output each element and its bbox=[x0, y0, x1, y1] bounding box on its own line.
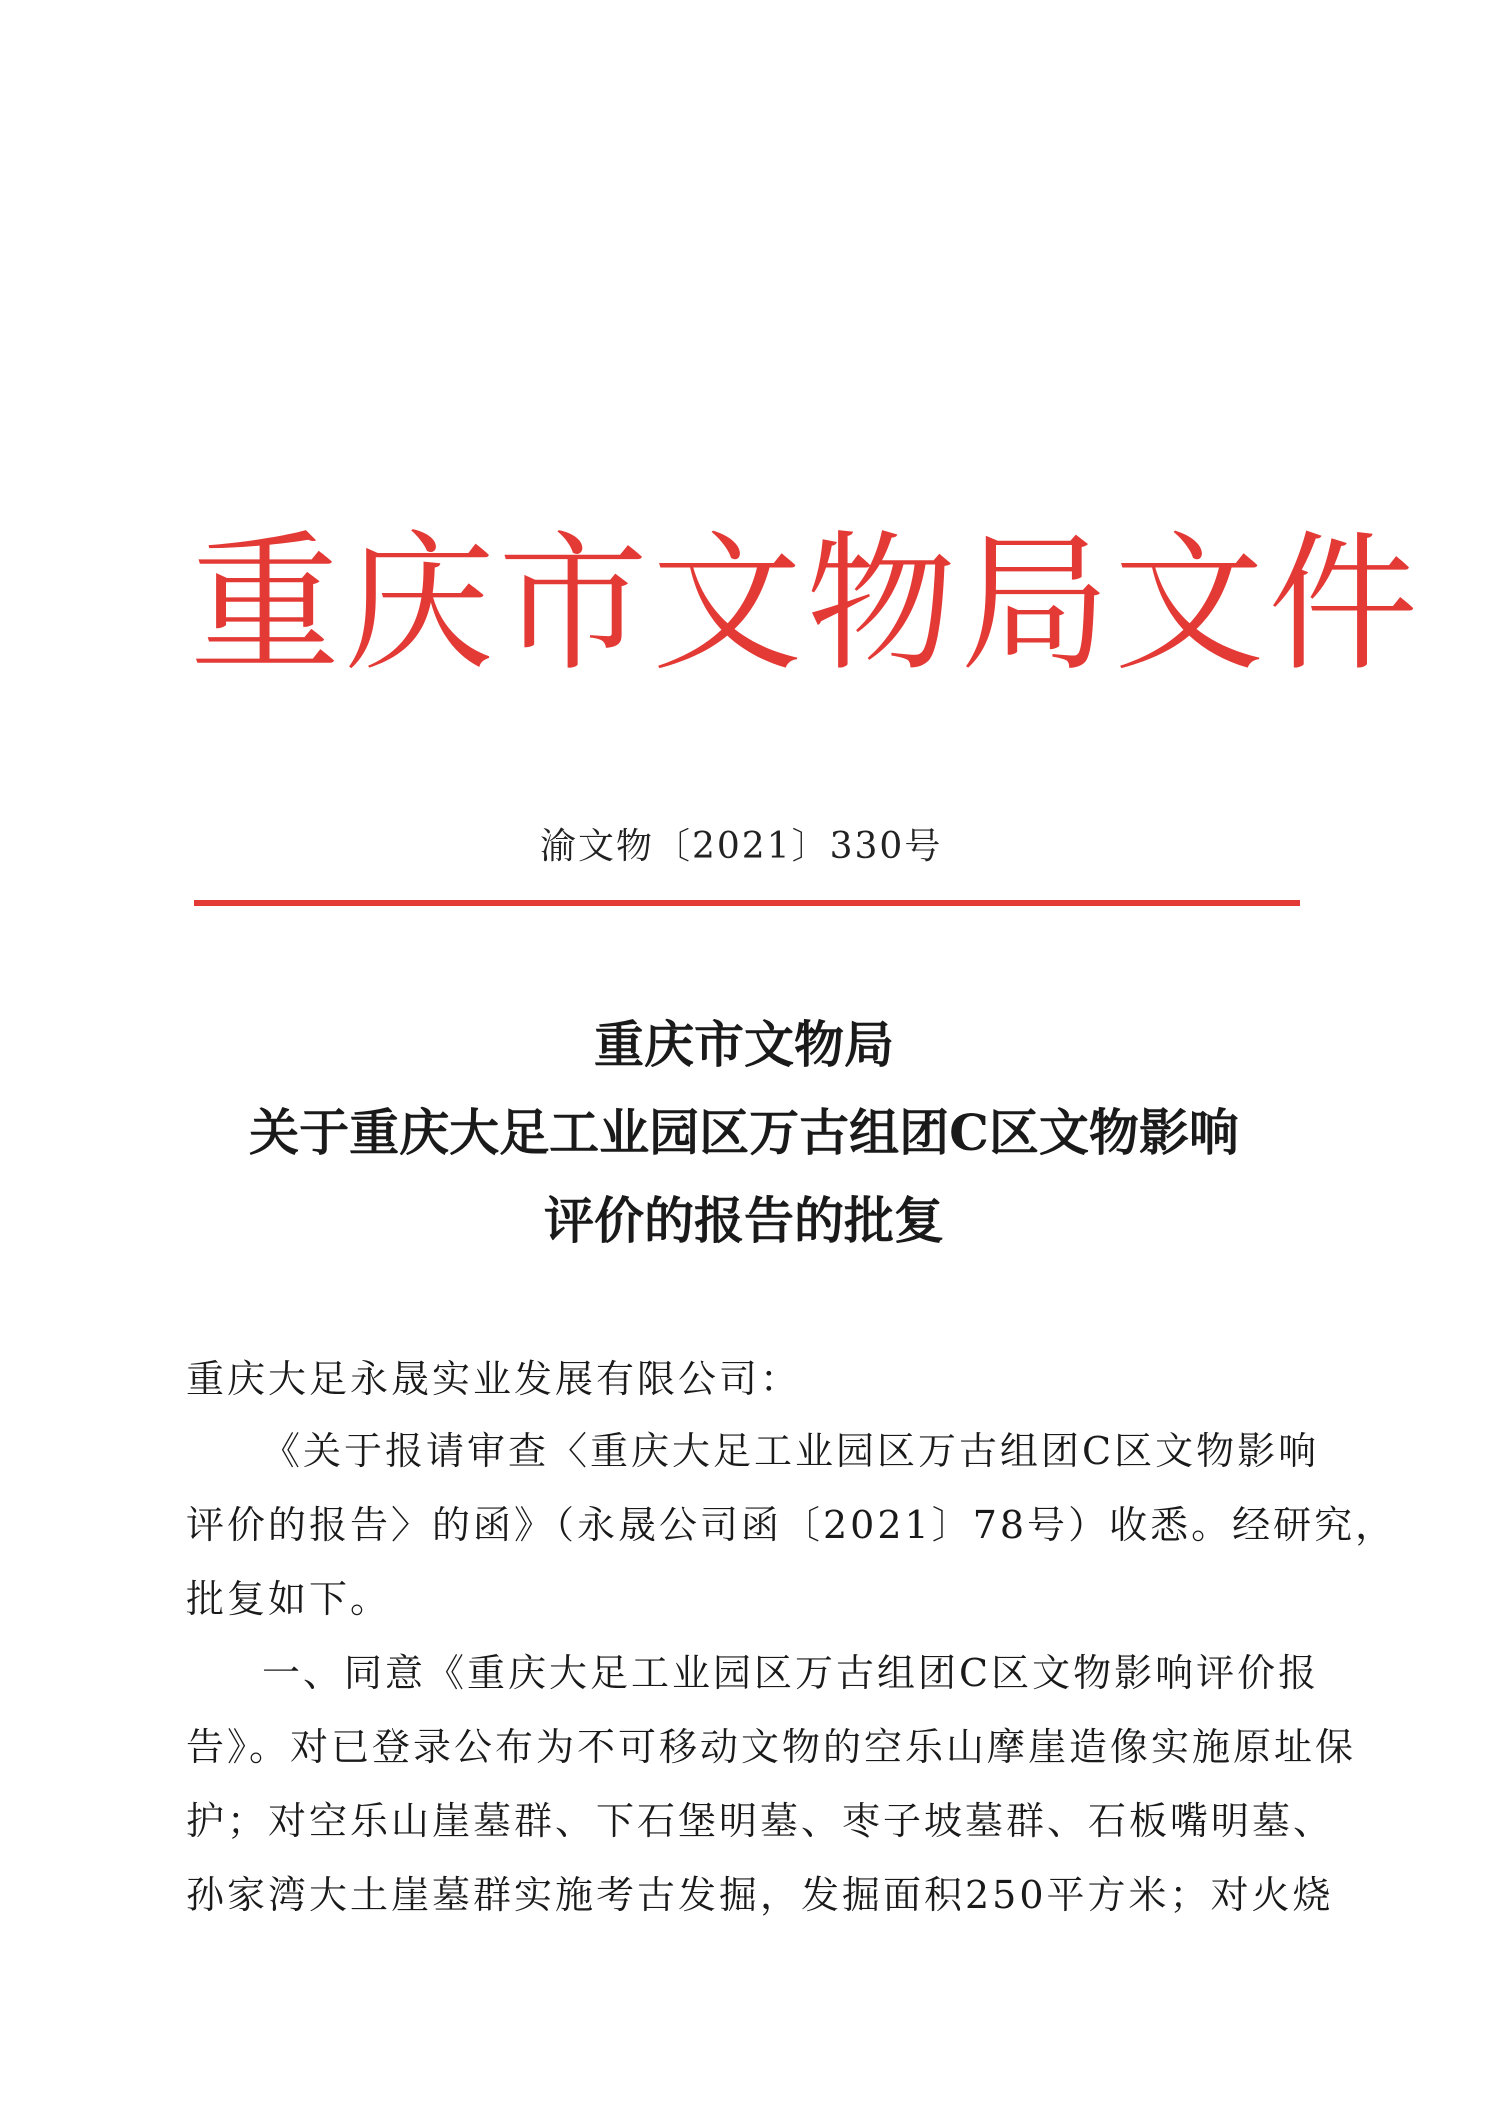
document-number: 渝文物〔2021〕330号 bbox=[540, 826, 943, 867]
addressee: 重庆大足永晟实业发展有限公司： bbox=[186, 1357, 802, 1401]
masthead-title: 重庆市文物局文件 bbox=[190, 518, 1423, 692]
paragraph-1-line-3: 批复如下。 bbox=[186, 1577, 392, 1621]
document-title-line-3: 评价的报告的批复 bbox=[544, 1191, 944, 1250]
paragraph-2-line-4: 孙家湾大土崖墓群实施考古发掘，发掘面积250平方米；对火烧 bbox=[186, 1873, 1334, 1917]
paragraph-2-line-2: 告》。对已登录公布为不可移动文物的空乐山摩崖造像实施原址保 bbox=[186, 1725, 1357, 1769]
paragraph-1-line-2: 评价的报告〉的函》（永晟公司函〔2021〕78号）收悉。经研究， bbox=[186, 1503, 1397, 1547]
paragraph-1-line-1: 《关于报请审查〈重庆大足工业园区万古组团C区文物影响 bbox=[262, 1429, 1320, 1473]
document-title-line-1: 重庆市文物局 bbox=[594, 1015, 894, 1074]
paragraph-2-line-3: 护；对空乐山崖墓群、下石堡明墓、枣子坡墓群、石板嘴明墓、 bbox=[186, 1799, 1335, 1843]
red-divider-line bbox=[194, 900, 1300, 906]
document-title-line-2: 关于重庆大足工业园区万古组团C区文物影响 bbox=[249, 1103, 1239, 1162]
paragraph-2-line-1: 一、同意《重庆大足工业园区万古组团C区文物影响评价报 bbox=[262, 1651, 1320, 1695]
